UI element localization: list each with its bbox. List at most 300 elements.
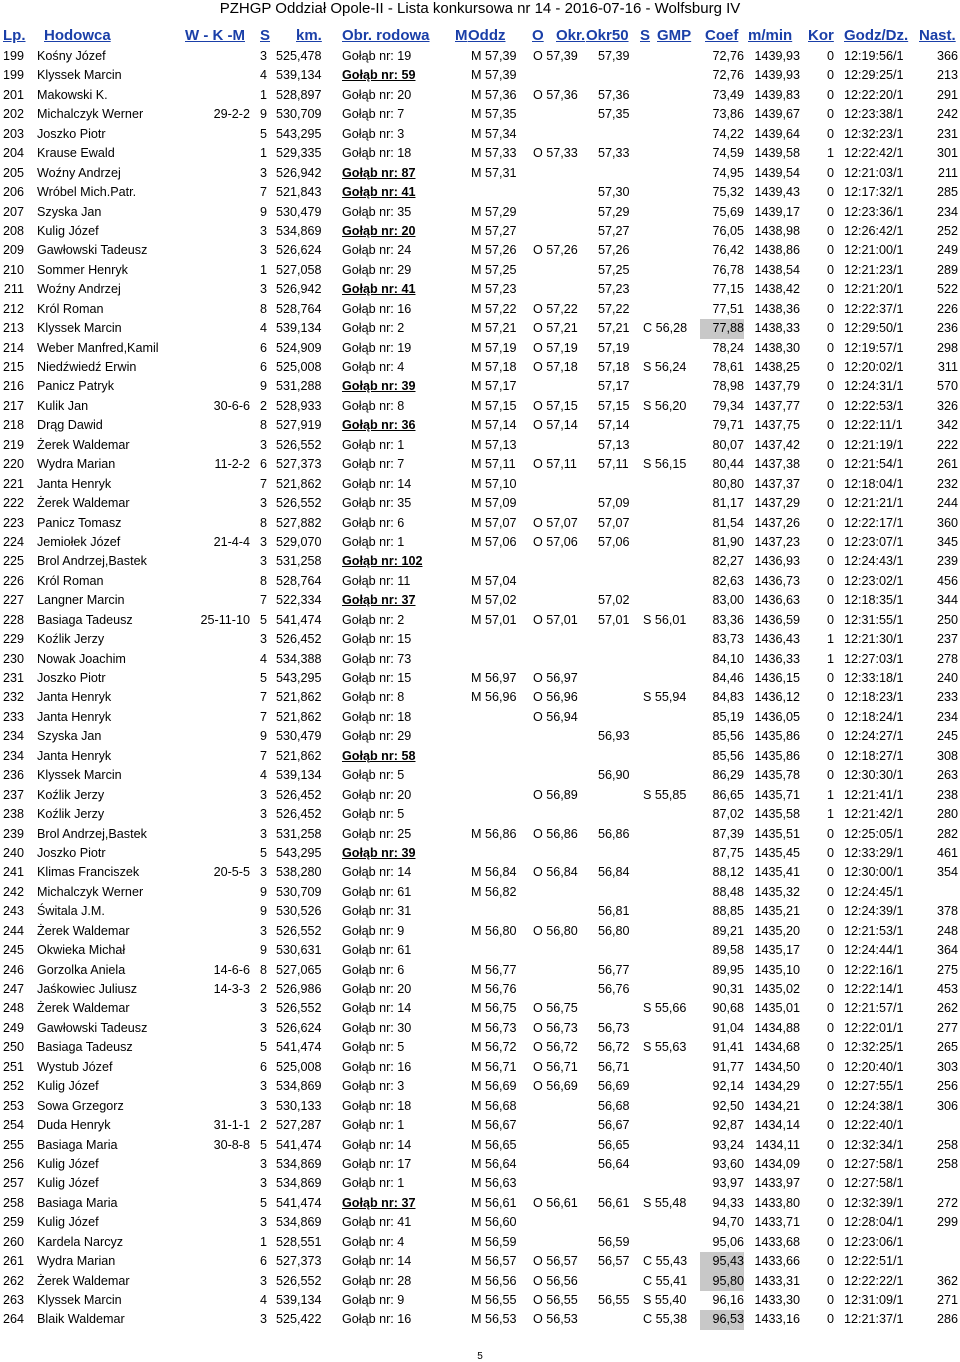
cell-okr: O 57,39 (533, 49, 578, 63)
cell-km: 530,526 (276, 904, 322, 919)
cell-kor: 0 (826, 418, 834, 433)
cell-oddz: M 56,82 (471, 884, 517, 899)
cell-okr50: 57,02 (598, 593, 630, 608)
cell-hodowca: Żerek Waldemar (37, 496, 130, 511)
cell-s: 5 (259, 845, 267, 860)
cell-nast: 239 (936, 554, 958, 569)
cell-kor: 0 (826, 243, 834, 258)
cell-hodowca: Janta Henryk (37, 748, 112, 763)
cell-obr-rodowa: Gołąb nr: 9 (342, 923, 405, 938)
cell-hodowca: Żerek Waldemar (37, 437, 130, 452)
cell-coef: 78,98 (712, 379, 744, 394)
cell-nast: 286 (936, 1312, 958, 1327)
cell-kor: 0 (826, 1293, 834, 1307)
cell-oddz: M 57,10 (471, 476, 517, 491)
cell-hodowca: Basiaga Maria (37, 1137, 118, 1152)
cell-godz-dz: 12:27:58/1 (844, 1156, 904, 1171)
cell-obr-rodowa: Gołąb nr: 87 (342, 165, 416, 180)
cell-coef: 90,68 (712, 1001, 744, 1016)
cell-kor: 0 (826, 768, 834, 783)
cell-wkm: 14-6-6 (213, 962, 250, 977)
table-row (0, 786, 960, 805)
cell-godz-dz: 12:21:37/1 (844, 1312, 904, 1327)
cell-km: 526,552 (276, 923, 322, 938)
cell-nast: 306 (936, 1098, 958, 1113)
cell-km: 543,295 (276, 126, 322, 141)
cell-obr-rodowa: Gołąb nr: 58 (342, 748, 416, 763)
cell-kor: 0 (826, 845, 834, 860)
cell-hodowca: Król Roman (37, 573, 104, 588)
cell-nast: 282 (936, 826, 958, 841)
cell-s: 1 (259, 146, 267, 161)
cell-coef: 93,60 (712, 1156, 744, 1171)
cell-km: 525,422 (276, 1312, 322, 1327)
table-row (0, 475, 960, 494)
cell-nast: 236 (936, 321, 958, 336)
cell-gmp: S 55,66 (643, 1001, 687, 1016)
cell-m-min: 1436,93 (754, 554, 800, 569)
table-row (0, 708, 960, 727)
header-nast: Nast. (919, 27, 956, 44)
cell-m-min: 1436,73 (754, 573, 800, 588)
cell-km: 522,334 (276, 593, 322, 608)
cell-lp: 199 (2, 68, 24, 83)
table-row (0, 261, 960, 280)
cell-oddz: M 57,02 (471, 593, 517, 608)
cell-obr-rodowa: Gołąb nr: 39 (342, 845, 416, 860)
table-row (0, 825, 960, 844)
table-row (0, 1213, 960, 1232)
cell-godz-dz: 12:21:19/1 (844, 437, 904, 452)
table-row (0, 416, 960, 435)
cell-okr: O 56,71 (533, 1059, 578, 1074)
cell-s: 9 (259, 107, 267, 122)
cell-godz-dz: 12:18:27/1 (844, 748, 904, 763)
cell-m-min: 1437,42 (754, 437, 800, 452)
cell-m-min: 1435,10 (754, 962, 800, 977)
cell-nast: 258 (936, 1137, 958, 1152)
cell-oddz: M 57,39 (471, 49, 517, 63)
cell-nast: 303 (936, 1059, 958, 1074)
cell-lp: 243 (2, 904, 24, 919)
table-row (0, 514, 960, 533)
cell-km: 541,474 (276, 1040, 322, 1055)
cell-gmp: S 56,20 (643, 398, 687, 413)
cell-km: 526,942 (276, 282, 322, 297)
cell-s: 3 (259, 632, 267, 647)
cell-m-min: 1439,54 (754, 165, 800, 180)
cell-m-min: 1435,20 (754, 923, 800, 938)
cell-okr: O 56,57 (533, 1254, 578, 1269)
cell-obr-rodowa: Gołąb nr: 61 (342, 943, 412, 958)
cell-kor: 0 (826, 1001, 834, 1016)
cell-s: 3 (259, 787, 267, 802)
cell-nast: 248 (936, 923, 958, 938)
cell-nast: 299 (936, 1215, 958, 1230)
cell-km: 525,478 (276, 49, 322, 63)
cell-km: 528,764 (276, 573, 322, 588)
cell-s: 3 (259, 1312, 267, 1327)
cell-obr-rodowa: Gołąb nr: 14 (342, 1001, 412, 1016)
header-m: M (455, 27, 468, 44)
cell-s: 7 (259, 748, 267, 763)
cell-lp: 212 (2, 301, 24, 316)
cell-nast: 271 (936, 1293, 958, 1307)
cell-okr: O 56,97 (533, 671, 578, 685)
cell-km: 521,862 (276, 709, 322, 724)
cell-godz-dz: 12:19:56/1 (844, 49, 904, 63)
cell-okr: O 57,21 (533, 321, 578, 336)
cell-lp: 241 (2, 865, 24, 880)
cell-s: 3 (259, 1001, 267, 1016)
cell-nast: 263 (936, 768, 958, 783)
cell-coef: 89,21 (712, 923, 744, 938)
cell-kor: 0 (826, 1137, 834, 1152)
cell-okr50: 57,26 (598, 243, 630, 258)
cell-gmp: S 55,63 (643, 1040, 687, 1055)
table-row (0, 922, 960, 941)
cell-obr-rodowa: Gołąb nr: 14 (342, 1254, 412, 1269)
cell-m-min: 1435,32 (754, 884, 800, 899)
cell-wkm: 29-2-2 (213, 107, 250, 122)
cell-nast: 272 (936, 1195, 958, 1210)
cell-hodowca: Nowak Joachim (37, 651, 126, 666)
cell-nast: 211 (937, 165, 958, 180)
cell-hodowca: Świtala J.M. (37, 904, 105, 919)
cell-s: 5 (259, 1040, 267, 1055)
cell-hodowca: Brol Andrzej,Bastek (37, 554, 147, 569)
table-row (0, 105, 960, 124)
cell-obr-rodowa: Gołąb nr: 6 (342, 962, 405, 977)
cell-hodowca: Langner Marcin (37, 593, 125, 608)
table-row (0, 883, 960, 902)
cell-oddz: M 57,06 (471, 534, 517, 549)
cell-m-min: 1439,93 (754, 49, 800, 63)
cell-obr-rodowa: Gołąb nr: 7 (342, 457, 405, 472)
cell-s: 3 (259, 1156, 267, 1171)
cell-coef: 79,71 (712, 418, 744, 433)
cell-s: 4 (259, 321, 267, 336)
cell-wkm: 21-4-4 (213, 534, 250, 549)
cell-obr-rodowa: Gołąb nr: 18 (342, 709, 412, 724)
cell-coef: 85,19 (712, 709, 744, 724)
cell-godz-dz: 12:22:42/1 (844, 146, 904, 161)
cell-km: 534,869 (276, 223, 322, 238)
cell-coef: 78,61 (712, 360, 744, 374)
table-row (0, 1136, 960, 1155)
cell-s: 3 (259, 243, 267, 258)
cell-km: 525,008 (276, 360, 322, 374)
table-row (0, 552, 960, 571)
cell-lp: 209 (2, 243, 24, 258)
cell-okr50: 56,90 (598, 768, 630, 783)
cell-coef: 75,69 (712, 204, 744, 219)
cell-m-min: 1435,86 (754, 748, 800, 763)
cell-m-min: 1437,29 (754, 496, 800, 511)
cell-okr: O 56,69 (533, 1079, 578, 1094)
table-row (0, 669, 960, 688)
cell-godz-dz: 12:21:03/1 (844, 165, 904, 180)
cell-nast: 249 (936, 243, 958, 258)
cell-lp: 214 (2, 340, 24, 355)
cell-coef: 74,59 (712, 146, 744, 161)
cell-godz-dz: 12:31:55/1 (844, 612, 904, 627)
cell-okr: O 57,14 (533, 418, 578, 433)
cell-coef: 80,80 (712, 476, 744, 491)
cell-kor: 0 (826, 1040, 834, 1055)
cell-oddz: M 56,65 (471, 1137, 517, 1152)
cell-hodowca: Jemiołek Józef (37, 534, 121, 549)
cell-kor: 0 (826, 671, 834, 685)
cell-s: 2 (259, 398, 267, 413)
cell-m-min: 1436,05 (754, 709, 800, 724)
cell-godz-dz: 12:18:24/1 (844, 709, 904, 724)
cell-lp: 240 (2, 845, 24, 860)
cell-okr: O 56,56 (533, 1273, 578, 1288)
cell-s: 3 (259, 807, 267, 822)
cell-m-min: 1435,86 (754, 729, 800, 744)
cell-okr50: 56,57 (598, 1254, 630, 1269)
cell-obr-rodowa: Gołąb nr: 16 (342, 1059, 412, 1074)
cell-nast: 234 (936, 709, 958, 724)
cell-hodowca: Wróbel Mich.Patr. (37, 185, 137, 200)
cell-gmp: S 56,01 (643, 612, 687, 627)
cell-godz-dz: 12:21:00/1 (844, 243, 904, 258)
cell-kor: 0 (826, 301, 834, 316)
table-row (0, 1194, 960, 1213)
cell-coef: 76,78 (712, 262, 744, 277)
cell-nast: 311 (937, 360, 958, 374)
cell-hodowca: Żerek Waldemar (37, 923, 130, 938)
cell-oddz: M 57,14 (471, 418, 517, 433)
table-row (0, 902, 960, 921)
cell-nast: 366 (936, 49, 958, 63)
cell-obr-rodowa: Gołąb nr: 20 (342, 787, 412, 802)
cell-hodowca: Kośny Józef (37, 49, 106, 63)
cell-coef: 84,10 (712, 651, 744, 666)
cell-m-min: 1435,45 (754, 845, 800, 860)
cell-oddz: M 56,60 (471, 1215, 517, 1230)
cell-m-min: 1437,37 (754, 476, 800, 491)
table-row (0, 1019, 960, 1038)
cell-nast: 285 (936, 185, 958, 200)
cell-kor: 0 (826, 612, 834, 627)
cell-s: 4 (259, 768, 267, 783)
table-row (0, 494, 960, 513)
cell-s: 6 (259, 1254, 267, 1269)
cell-nast: 252 (936, 223, 958, 238)
cell-obr-rodowa: Gołąb nr: 31 (342, 904, 412, 919)
cell-m-min: 1437,38 (754, 457, 800, 472)
cell-obr-rodowa: Gołąb nr: 1 (342, 1176, 405, 1191)
table-row (0, 688, 960, 707)
cell-coef: 87,39 (712, 826, 744, 841)
table-row (0, 1116, 960, 1135)
table-row (0, 980, 960, 999)
cell-lp: 236 (2, 768, 24, 783)
cell-oddz: M 57,39 (471, 68, 517, 83)
cell-oddz: M 57,35 (471, 107, 517, 122)
cell-oddz: M 56,57 (471, 1254, 517, 1269)
cell-godz-dz: 12:29:25/1 (844, 68, 904, 83)
cell-m-min: 1438,36 (754, 301, 800, 316)
cell-nast: 326 (936, 398, 958, 413)
cell-kor: 0 (826, 1020, 834, 1035)
cell-lp: 257 (2, 1176, 24, 1191)
cell-lp: 228 (2, 612, 24, 627)
cell-okr: O 57,06 (533, 534, 578, 549)
cell-km: 531,258 (276, 826, 322, 841)
cell-kor: 0 (826, 573, 834, 588)
cell-obr-rodowa: Gołąb nr: 3 (342, 126, 405, 141)
cell-m-min: 1437,75 (754, 418, 800, 433)
cell-okr50: 57,11 (598, 457, 629, 472)
cell-hodowca: Basiaga Tadeusz (37, 612, 133, 627)
cell-km: 530,709 (276, 884, 322, 899)
cell-coef: 78,24 (712, 340, 744, 355)
cell-nast: 256 (936, 1079, 958, 1094)
cell-kor: 1 (826, 146, 834, 161)
cell-nast: 291 (936, 87, 958, 102)
cell-nast: 278 (936, 651, 958, 666)
cell-hodowca: Klyssek Marcin (37, 768, 122, 783)
cell-hodowca: Basiaga Maria (37, 1195, 118, 1210)
cell-nast: 280 (936, 807, 958, 822)
cell-hodowca: Żerek Waldemar (37, 1273, 130, 1288)
cell-hodowca: Janta Henryk (37, 476, 112, 491)
cell-oddz: M 56,53 (471, 1312, 517, 1327)
cell-godz-dz: 12:22:17/1 (844, 515, 904, 530)
cell-nast: 301 (936, 146, 958, 161)
table-row (0, 611, 960, 630)
cell-coef: 92,14 (712, 1079, 744, 1094)
cell-coef: 84,46 (712, 671, 744, 685)
table-row (0, 358, 960, 377)
cell-m-min: 1435,17 (754, 943, 800, 958)
table-row (0, 1038, 960, 1057)
cell-lp: 225 (2, 554, 24, 569)
table-row (0, 1077, 960, 1096)
cell-m-min: 1439,64 (754, 126, 800, 141)
table-row (0, 300, 960, 319)
cell-obr-rodowa: Gołąb nr: 14 (342, 865, 412, 880)
cell-s: 6 (259, 1059, 267, 1074)
cell-okr: O 57,11 (533, 457, 577, 472)
cell-coef: 95,80 (700, 1272, 744, 1291)
cell-wkm: 30-6-6 (213, 398, 250, 413)
cell-okr: O 57,22 (533, 301, 578, 316)
table-row (0, 844, 960, 863)
cell-kor: 0 (826, 1118, 834, 1133)
cell-km: 527,373 (276, 457, 322, 472)
cell-hodowca: Joszko Piotr (37, 845, 106, 860)
table-row (0, 727, 960, 746)
cell-okr: O 56,96 (533, 690, 578, 705)
cell-oddz: M 57,26 (471, 243, 517, 258)
cell-godz-dz: 12:21:21/1 (844, 496, 904, 511)
cell-km: 526,452 (276, 807, 322, 822)
cell-nast: 222 (936, 437, 958, 452)
table-row (0, 961, 960, 980)
cell-hodowca: Basiaga Tadeusz (37, 1040, 133, 1055)
cell-wkm: 20-5-5 (213, 865, 250, 880)
cell-wkm: 11-2-2 (214, 457, 250, 472)
cell-okr50: 56,86 (598, 826, 630, 841)
cell-coef: 74,22 (712, 126, 744, 141)
cell-obr-rodowa: Gołąb nr: 9 (342, 1293, 405, 1307)
cell-km: 526,986 (276, 982, 322, 996)
cell-nast: 262 (936, 1001, 958, 1016)
cell-km: 530,631 (276, 943, 322, 958)
cell-nast: 461 (936, 845, 958, 860)
table-row (0, 164, 960, 183)
cell-hodowca: Żerek Waldemar (37, 1001, 130, 1016)
cell-hodowca: Sowa Grzegorz (37, 1098, 124, 1113)
cell-godz-dz: 12:21:42/1 (844, 807, 904, 822)
cell-oddz: M 57,36 (471, 87, 517, 102)
cell-km: 534,869 (276, 1215, 322, 1230)
cell-m-min: 1434,29 (754, 1079, 800, 1094)
cell-coef: 73,86 (712, 107, 744, 122)
header-s: S (260, 27, 271, 44)
cell-oddz: M 57,31 (471, 165, 517, 180)
cell-oddz: M 56,61 (471, 1195, 517, 1210)
cell-obr-rodowa: Gołąb nr: 4 (342, 360, 405, 374)
cell-km: 521,862 (276, 748, 322, 763)
cell-oddz: M 56,69 (471, 1079, 517, 1094)
cell-km: 539,134 (276, 68, 322, 83)
cell-obr-rodowa: Gołąb nr: 19 (342, 340, 412, 355)
cell-godz-dz: 12:19:57/1 (844, 340, 904, 355)
cell-oddz: M 56,55 (471, 1293, 517, 1307)
cell-kor: 0 (826, 554, 834, 569)
cell-okr: O 57,33 (533, 146, 578, 161)
table-row (0, 1252, 960, 1271)
cell-nast: 237 (936, 632, 958, 647)
cell-godz-dz: 12:23:02/1 (844, 573, 904, 588)
cell-okr50: 57,29 (598, 204, 630, 219)
cell-km: 531,288 (276, 379, 322, 394)
cell-okr: O 57,07 (533, 515, 578, 530)
table-row (0, 455, 960, 474)
cell-hodowca: Joszko Piotr (37, 126, 106, 141)
header-okr: Okr. (556, 27, 586, 44)
cell-godz-dz: 12:26:42/1 (844, 223, 904, 238)
cell-lp: 215 (2, 360, 24, 374)
cell-km: 526,552 (276, 437, 322, 452)
cell-lp: 218 (2, 418, 24, 433)
cell-kor: 0 (826, 1195, 834, 1210)
cell-s: 8 (259, 962, 267, 977)
cell-okr50: 57,17 (598, 379, 630, 394)
cell-okr50: 57,06 (598, 534, 630, 549)
cell-coef: 77,15 (712, 282, 744, 297)
cell-obr-rodowa: Gołąb nr: 19 (342, 49, 412, 63)
cell-m-min: 1439,43 (754, 185, 800, 200)
cell-kor: 0 (826, 923, 834, 938)
cell-nast: 213 (936, 68, 958, 83)
cell-hodowca: Weber Manfred,Kamil (37, 340, 159, 355)
cell-godz-dz: 12:30:00/1 (844, 865, 904, 880)
cell-kor: 0 (826, 748, 834, 763)
table-row (0, 941, 960, 960)
cell-obr-rodowa: Gołąb nr: 2 (342, 321, 405, 336)
table-row (0, 144, 960, 163)
cell-km: 527,058 (276, 262, 322, 277)
cell-hodowca: Duda Henryk (37, 1118, 111, 1133)
cell-lp: 206 (2, 185, 24, 200)
cell-oddz: M 57,15 (471, 398, 517, 413)
